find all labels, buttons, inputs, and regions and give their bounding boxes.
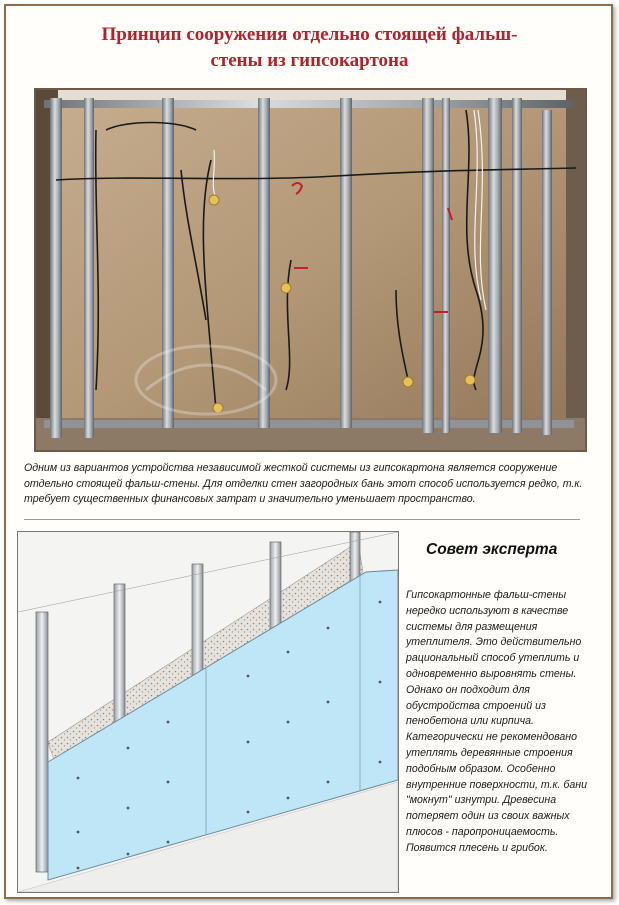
false-wall-diagram [17, 531, 399, 893]
expert-tip-heading: Совет эксперта [426, 541, 558, 558]
photo-illustration [36, 90, 585, 450]
wall-background [36, 90, 585, 450]
caption-divider [24, 519, 580, 520]
construction-photo [34, 88, 587, 452]
page-title [0, 22, 619, 74]
diagram-illustration [18, 532, 398, 892]
right-shadow [566, 90, 585, 450]
title-line-2: стены из гипсокартона [210, 50, 409, 71]
photo-caption: Одним из вариантов устройства независимой жесткой системы из гипсокартона является сооружение отдельно стоящей фальш-стены. Для отделки стен загородных бань этот способ используется редко, т.к. требует существенных финансовых затрат и значительно уменьшает пространство. [24, 462, 583, 505]
expert-tip-text [406, 588, 602, 857]
title-line-1: Принцип сооружения отдельно стоящей фальш- [101, 24, 518, 45]
expert-tip-paragraph: Гипсокартонные фальш-стены нередко используют в качестве системы для размещения утеплителя. Это действительно рациональный способ утеплить и одновременно выровнять стены. Однако он подходит для обустройства строений из пенобетона или кирпича. Категорически не рекомендовано утеплять деревянные строения подобным образом. Особенно внутренние поверхности, т.к. бани "мокнут" изнутри. Древесина потеряет один из своих важных плюсов - паропроницаемость. Появится плесень и грибок. [406, 589, 588, 854]
